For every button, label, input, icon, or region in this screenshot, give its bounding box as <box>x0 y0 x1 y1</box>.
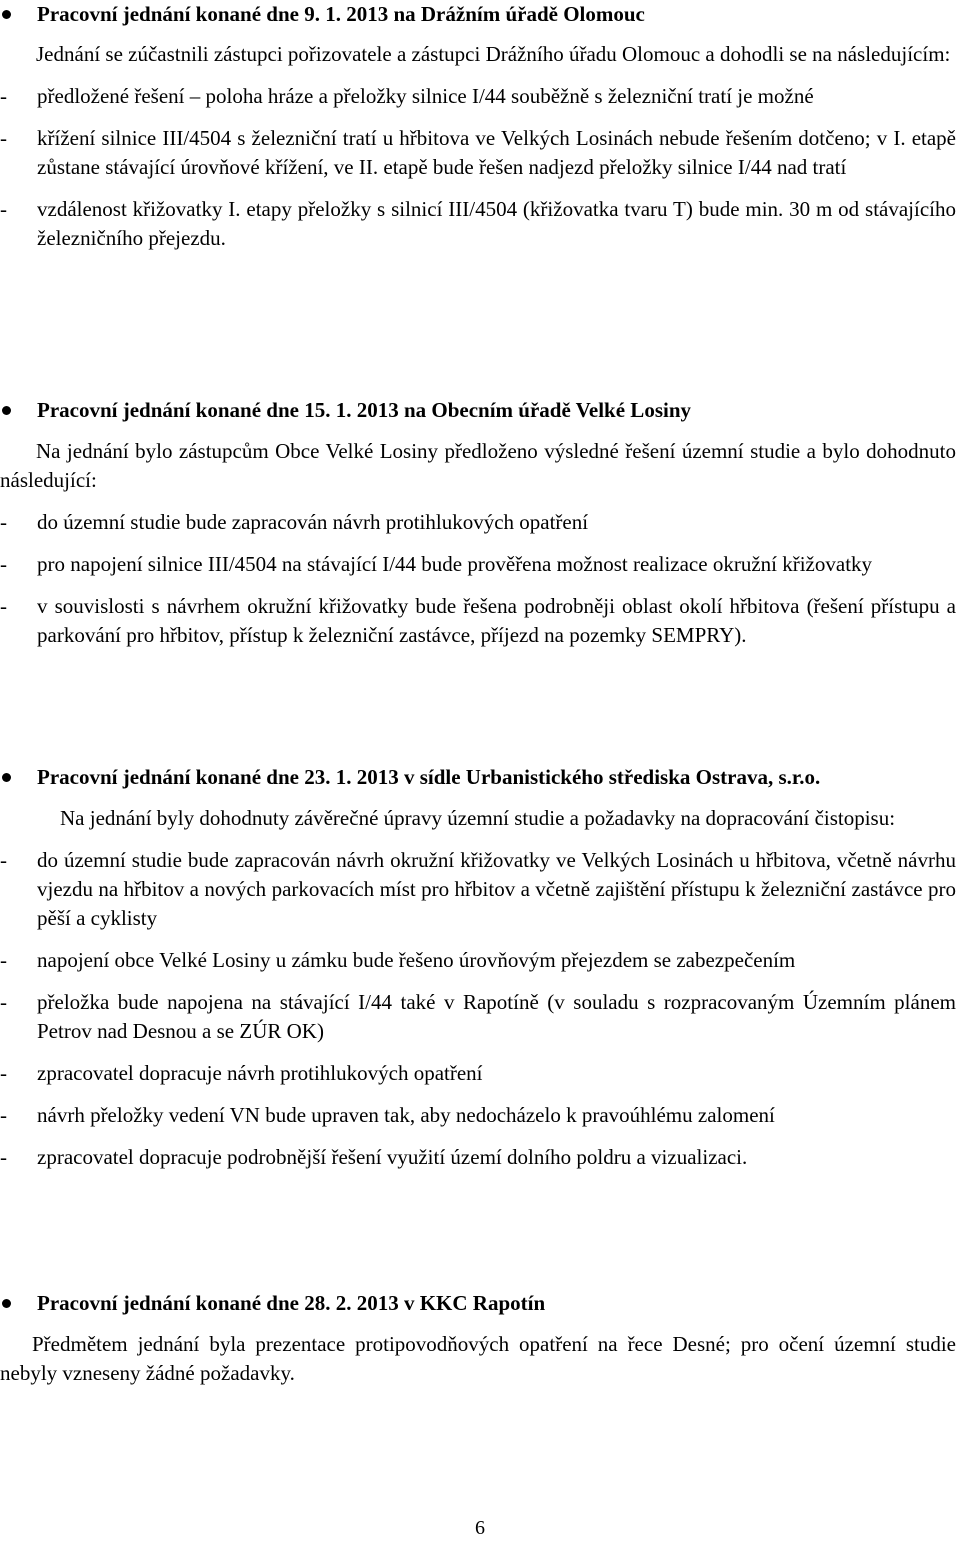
list-item <box>0 508 960 537</box>
dash-marker: - <box>0 126 7 150</box>
list-item-text: pro napojení silnice III/4504 na stávající I/44 bude prověřena možnost realizace okružní křižovatky <box>37 552 873 576</box>
heading-text: Pracovní jednání konané dne 15. 1. 2013 na Obecním úřadě Velké Losiny <box>37 398 692 422</box>
section-intro: Předmětem jednání byla prezentace protipovodňových opatření na řece Desné; pro očení územní studie nebyly vzneseny žádné požadavky. <box>0 1332 956 1385</box>
section-3 <box>0 763 960 1172</box>
section-heading <box>0 1289 960 1318</box>
dash-marker: - <box>0 84 7 108</box>
list-item-text: přeložka bude napojena na stávající I/44 také v Rapotíně (v souladu s rozpracovaným Územním plánem Petrov nad Desnou a se ZÚR OK) <box>37 990 956 1043</box>
dash-marker: - <box>0 848 7 872</box>
list-item <box>0 846 960 933</box>
dash-marker: - <box>0 1103 7 1127</box>
list-item-text: předložené řešení – poloha hráze a přeložky silnice I/44 souběžně s železniční tratí je možné <box>37 84 814 108</box>
list-item <box>0 124 960 182</box>
bullet-icon <box>2 773 11 782</box>
dash-marker: - <box>0 948 7 972</box>
list-item <box>0 1143 960 1172</box>
section-heading <box>0 0 960 29</box>
section-2 <box>0 396 960 650</box>
list-item-text: napojení obce Velké Losiny u zámku bude řešeno úrovňovým přejezdem se zabezpečením <box>37 948 796 972</box>
list-item <box>0 195 960 253</box>
dash-marker: - <box>0 197 7 221</box>
list-item-text: návrh přeložky vedení VN bude upraven tak, aby nedocházelo k pravoúhlému zalomení <box>37 1103 775 1127</box>
section-heading <box>0 396 960 425</box>
list-item <box>0 592 960 650</box>
bullet-icon <box>2 10 11 19</box>
section-1 <box>0 0 960 253</box>
section-intro: Jednání se zúčastnili zástupci pořizovatele a zástupci Drážního úřadu Olomouc a dohodli se na následujícím: <box>36 42 951 66</box>
dash-marker: - <box>0 1145 7 1169</box>
list-item-text: do územní studie bude zapracován návrh protihlukových opatření <box>37 510 589 534</box>
dash-marker: - <box>0 510 7 534</box>
bullet-icon <box>2 406 11 415</box>
list-item <box>0 1101 960 1130</box>
list-item-text: křížení silnice III/4504 s železniční tratí u hřbitova ve Velkých Losinách nebude řešením dotčeno; v I. etapě zůstane stávající úrovňové křížení, ve II. etapě bude řešen nadjezd přeložky silnice I/44 nad tratí <box>37 126 956 179</box>
dash-marker: - <box>0 1061 7 1085</box>
list-item <box>0 946 960 975</box>
list-item-text: zpracovatel dopracuje návrh protihlukových opatření <box>37 1061 483 1085</box>
page-number: 6 <box>475 1517 485 1539</box>
bullet-icon <box>2 1299 11 1308</box>
dash-marker: - <box>0 990 7 1014</box>
list-item <box>0 1059 960 1088</box>
list-item <box>0 988 960 1046</box>
dash-marker: - <box>0 552 7 576</box>
list-item-text: zpracovatel dopracuje podrobnější řešení využití území dolního poldru a vizualizaci. <box>37 1145 748 1169</box>
heading-text: Pracovní jednání konané dne 23. 1. 2013 v sídle Urbanistického střediska Ostrava, s.r.o. <box>37 765 821 789</box>
dash-marker: - <box>0 594 7 618</box>
section-intro: Na jednání byly dohodnuty závěrečné úpravy územní studie a požadavky na dopracování čistopisu: <box>60 806 896 830</box>
list-item-text: v souvislosti s návrhem okružní křižovatky bude řešena podrobněji oblast okolí hřbitova (řešení přístupu a parkování pro hřbitov, přístup k železniční zastávce, příjezd na pozemky SEMPRY). <box>37 594 956 647</box>
list-item <box>0 550 960 579</box>
list-item <box>0 82 960 111</box>
heading-text: Pracovní jednání konané dne 28. 2. 2013 v KKC Rapotín <box>37 1291 546 1315</box>
list-item-text: vzdálenost křižovatky I. etapy přeložky s silnicí III/4504 (křižovatka tvaru T) bude min. 30 m od stávajícího železničního přejezdu. <box>37 197 956 250</box>
list-item-text: do územní studie bude zapracován návrh okružní křižovatky ve Velkých Losinách u hřbitova, včetně návrhu vjezdu na hřbitov a nových parkovacích míst pro hřbitov a včetně zajištění přístupu k železniční zastávce pro pěší a cyklisty <box>37 848 956 930</box>
heading-text: Pracovní jednání konané dne 9. 1. 2013 na Drážním úřadě Olomouc <box>37 2 645 26</box>
section-intro: Na jednání bylo zástupcům Obce Velké Losiny předloženo výsledné řešení územní studie a bylo dohodnuto následující: <box>0 439 956 492</box>
section-4 <box>0 1289 960 1388</box>
section-heading <box>0 763 960 792</box>
